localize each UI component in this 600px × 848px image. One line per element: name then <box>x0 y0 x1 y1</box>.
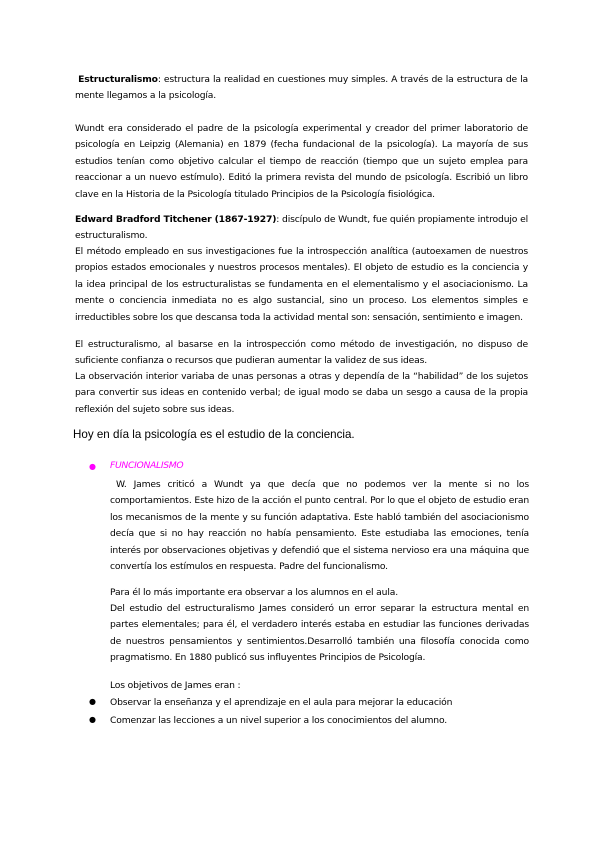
definition-estructuralismo: : estructura la realidad en cuestiones muy simples. A través de la estructura de la mente llegamos a la psicología. <box>75 74 528 102</box>
objectives-intro: Los objetivos de James eran : <box>110 680 241 691</box>
paragraph-estructuralismo <box>75 72 528 105</box>
list-item: Comenzar las lecciones a un nivel superior a los conocimientos del alumno. <box>110 715 448 726</box>
bullet-icon: ● <box>89 715 96 724</box>
term-estructuralismo: Estructuralismo <box>78 74 158 85</box>
heading-funcionalismo: FUNCIONALISMO <box>110 460 184 471</box>
paragraph-aula: Para él lo más importante era observar a los alumnos en el aula. <box>110 587 398 598</box>
paragraph-observacion: La observación interior variaba de unas personas a otras y dependía de la “habilidad” de los sujetos para convertir sus ideas en contenido verbal; de igual modo se daba un sesgo a causa de la propia reflexión del sujeto sobre sus ideas. <box>75 371 528 415</box>
name-titchener: Edward Bradford Titchener (1867-1927) <box>75 214 277 225</box>
paragraph-titchener <box>75 212 528 245</box>
bullet-icon: ● <box>89 462 96 471</box>
paragraph-james: W. James criticó a Wundt ya que decía que no podemos ver la mente si no los comportamientos. Este hizo de la acción el punto central. Por lo que el objeto de estudio eran los mecanismos de la mente y su función adaptativa. Este habló también del asociacionismo decía que si no hay reacción no había pensamiento. Este estudiaba las emociones, tenía interés por observaciones objetivas y defendió que el sistema nervioso era una máquina que convertía los estímulos en respuesta. Padre del funcionalismo. <box>110 479 529 573</box>
paragraph-wundt: Wundt era considerado el padre de la psicología experimental y creador del primer laboratorio de psicología en Leipzig (Alemania) en 1879 (fecha fundacional de la psicología). La mayoría de sus estudios tenían como objetivo calcular el tiempo de reacción (tiempo que un sujeto emplea para reaccionar a un nuevo estímulo). Editó la primera revista del mundo de psicología. Escribió un libro clave en la Historia de la Psicología titulado Principios de la Psicología fisiológica. <box>75 123 528 200</box>
paragraph-metodo: El método empleado en sus investigaciones fue la introspección analítica (autoexamen de nuestros propios estados emocionales y nuestros procesos mentales). El objeto de estudio es la conciencia y la idea principal de los estructuralistas se fundamenta en el elementalismo y el asociacionismo. La mente o conciencia inmediata no es algo sustancial, sino un proceso. Los elementos simples e irreductibles sobre los que descansa toda la actividad mental son: sensación, sentimiento e imagen. <box>75 246 528 323</box>
titchener-description: : discípulo de Wundt, fue quién propiamente introdujo el estructuralismo. <box>75 214 528 242</box>
paragraph-introspeccion: El estructuralismo, al basarse en la introspección como método de investigación, no dispuso de suficiente confianza o recursos que pudieran aumentar la validez de sus ideas. <box>75 339 528 367</box>
statement-conciencia: Hoy en día la psicología es el estudio de la conciencia. <box>73 428 355 441</box>
list-item: Observar la enseñanza y el aprendizaje en el aula para mejorar la educación <box>110 697 453 708</box>
paragraph-pragmatismo: Del estudio del estructuralismo James consideró un error separar la estructura mental en partes elementales; para él, el verdadero interés estaba en estudiar las funciones derivadas de nuestros pensamientos y sentimientos.Desarrolló también una filosofía conocida como pragmatismo. En 1880 publicó sus influyentes Principios de Psicología. <box>110 603 529 664</box>
bullet-icon: ● <box>89 697 96 706</box>
